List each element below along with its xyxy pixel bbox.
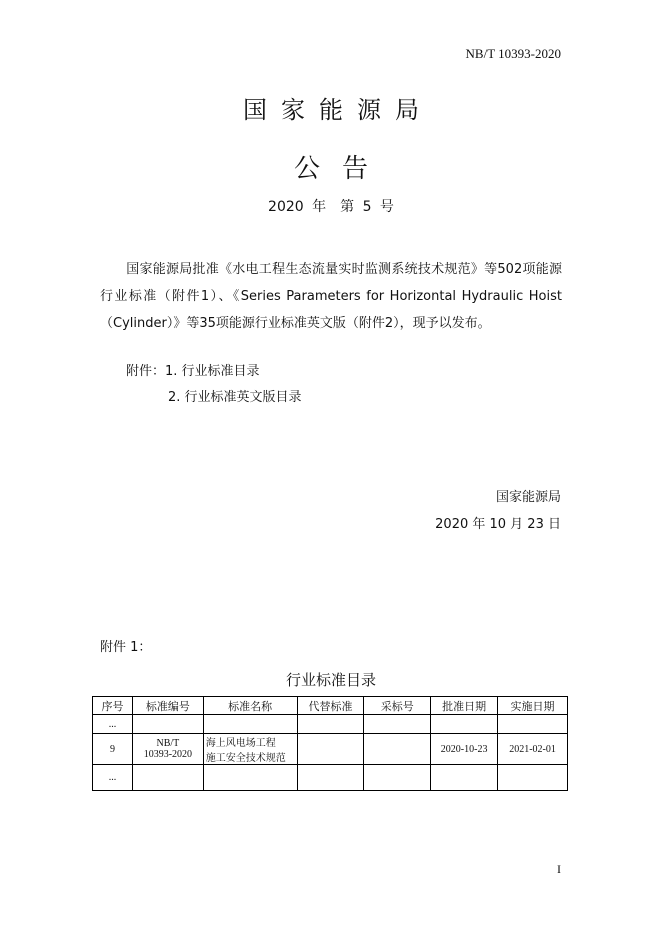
standard-code-cell <box>132 765 203 791</box>
standard-code-line: 10393-2020 <box>143 749 193 760</box>
standard-code-cell <box>132 734 203 765</box>
table-row <box>93 715 568 734</box>
approved-date-cell <box>431 765 498 791</box>
signature-date: 2020 年 10 月 23 日 <box>435 517 561 532</box>
table-header-row <box>93 697 568 715</box>
effective-date-cell <box>498 765 568 791</box>
standards-table <box>92 696 568 791</box>
effective-date-cell <box>498 715 568 734</box>
announcement-text: 国家能源局批准《水电工程生态流量实时监测系统技术规范》等502项能源行业标准（附件1）、《Series Parameters for Horizontal Hydraulic Hoist（Cylinder）》等35项能源行业标准英文版（附件2），现予以发布。 <box>100 262 562 331</box>
standard-name-cell <box>203 734 297 765</box>
column-header: 批准日期 <box>431 697 498 715</box>
row-number: ... <box>93 715 133 734</box>
column-header: 序号 <box>93 697 133 715</box>
table-row <box>93 765 568 791</box>
table-row <box>93 734 568 765</box>
announcement-paragraph <box>100 256 562 337</box>
column-header: 采标号 <box>364 697 431 715</box>
standard-name-cell <box>203 715 297 734</box>
attachment-2: 2. 行业标准英文版目录 <box>168 390 302 405</box>
standard-name-line: 施工安全技术规范 <box>205 753 286 764</box>
adopted-cell <box>364 715 431 734</box>
adopted-cell <box>364 734 431 765</box>
attachment-line-1 <box>126 360 260 379</box>
row-number: ... <box>93 765 133 791</box>
standard-code-line: NB/T <box>156 738 180 749</box>
approved-date-cell: 2020-10-23 <box>431 734 498 765</box>
agency-title: 国家能源局 <box>243 96 433 124</box>
standard-code: NB/T 10393-2020 <box>465 46 561 61</box>
effective-date-cell: 2021-02-01 <box>498 734 568 765</box>
table-title: 行业标准目录 <box>285 671 376 689</box>
replaces-cell <box>297 715 364 734</box>
signature-agency: 国家能源局 <box>495 490 561 505</box>
column-header: 代替标准 <box>297 697 364 715</box>
standard-name-line: 海上风电场工程 <box>205 738 276 749</box>
issue-number: 2020 年 第 5 号 <box>268 199 394 215</box>
appendix-label: 附件 1： <box>100 640 152 655</box>
page-number: I <box>557 862 561 876</box>
column-header: 标准编号 <box>132 697 203 715</box>
adopted-cell <box>364 765 431 791</box>
column-header: 实施日期 <box>498 697 568 715</box>
row-number: 9 <box>93 734 133 765</box>
replaces-cell <box>297 734 364 765</box>
document-type-title: 公告 <box>293 154 390 184</box>
attachment-1: 1. 行业标准目录 <box>165 364 260 379</box>
attachments-prefix: 附件： <box>126 364 166 379</box>
standard-name-cell <box>203 765 297 791</box>
standard-code-cell <box>132 715 203 734</box>
replaces-cell <box>297 765 364 791</box>
approved-date-cell <box>431 715 498 734</box>
column-header: 标准名称 <box>203 697 297 715</box>
